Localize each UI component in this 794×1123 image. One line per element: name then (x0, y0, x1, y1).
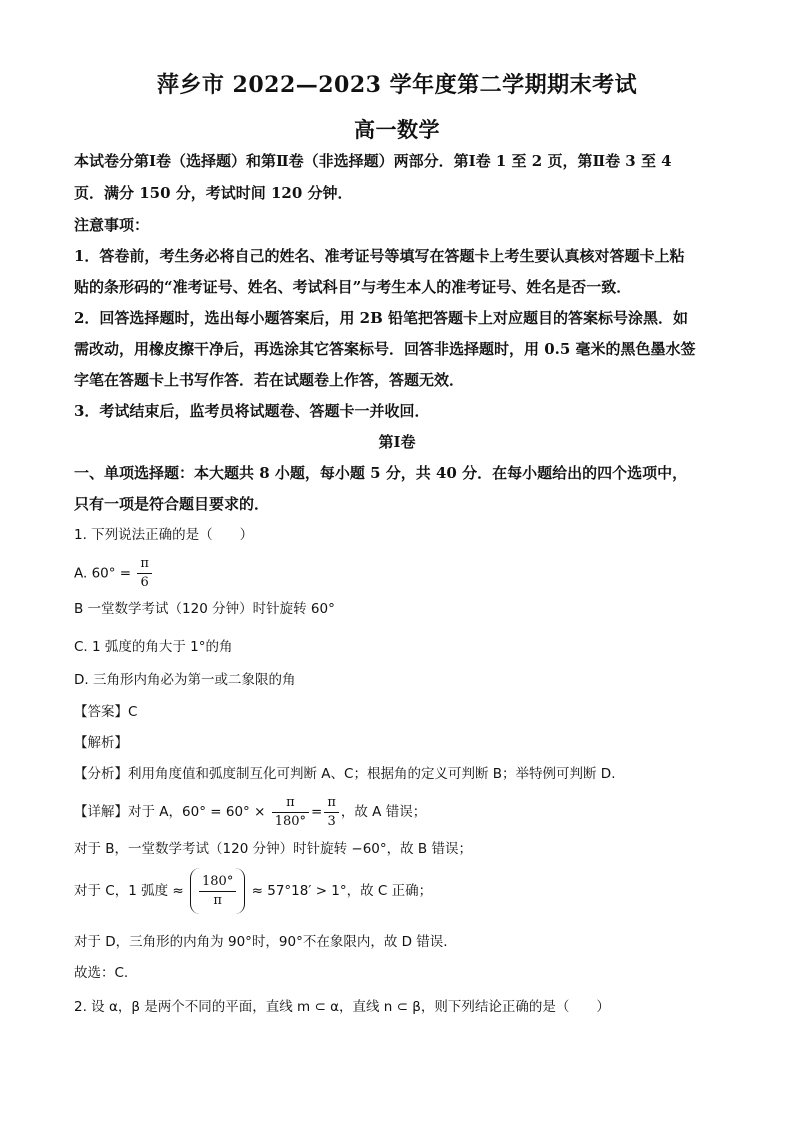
detail-a-fraction-1-numerator: π (272, 794, 309, 813)
q1-option-a-numerator: π (137, 555, 152, 574)
intro-line-2: 页．满分 150 分，考试时间 120 分钟． (74, 184, 353, 202)
intro-line-1: 本试卷分第Ⅰ卷（选择题）和第Ⅱ卷（非选择题）两部分．第Ⅰ卷 1 至 2 页，第Ⅱ卷 3 至 4 (74, 152, 672, 170)
detail-a-prefix: 对于 A，60° = 60° × (128, 804, 266, 820)
q1-option-b: B 一堂数学考试（120 分钟）时针旋转 60° (74, 601, 335, 617)
q1-detail-d: 对于 D，三角形的内角为 90°时，90°不在象限内，故 D 错误. (74, 934, 448, 950)
detail-c-numerator: 180° (199, 873, 236, 892)
q1-detail-b: 对于 B，一堂数学考试（120 分钟）时针旋转 −60°，故 B 错误； (74, 841, 472, 857)
q1-stem: 1. 下列说法正确的是（ ） (74, 527, 254, 543)
q1-option-a (74, 555, 734, 595)
note-1-line-2: 贴的条形码的“准考证号、姓名、考试科目”与考生本人的准考证号、姓名是否一致． (74, 278, 632, 296)
detail-a-fraction-2-denominator: 3 (327, 813, 336, 829)
q1-option-c: C. 1 弧度的角大于 1°的角 (74, 639, 233, 655)
q1-option-a-fraction (137, 555, 152, 592)
q1-conclusion: 故选：C. (74, 965, 129, 981)
q1-option-a-prefix: A. 60° = (74, 565, 132, 582)
fenxi-text: 利用角度值和弧度制互化可判断 A、C；根据角的定义可判断 B；举特例可判断 D. (128, 766, 616, 782)
detail-a-suffix: ，故 A 错误； (340, 804, 427, 820)
volume-heading: 第Ⅰ卷 (378, 433, 416, 451)
detail-c-denominator: π (213, 892, 222, 908)
q1-fenxi (74, 763, 734, 785)
answer-value: C (128, 704, 138, 720)
detail-a-fraction-2 (324, 794, 339, 831)
exam-subtitle: 高一数学 (354, 117, 440, 142)
note-1-line-1: 1．答卷前，考生务必将自己的姓名、准考证号等填写在答题卡上考生要认真核对答题卡上粘 (74, 247, 685, 265)
detail-a-fraction-2-numerator: π (324, 794, 339, 813)
detail-tag: 【详解】 (74, 804, 128, 820)
detail-c-prefix: 对于 C，1 弧度 ≈ (74, 883, 184, 899)
analysis-tag: 【解析】 (74, 735, 128, 751)
q1-option-a-denominator: 6 (140, 575, 149, 590)
detail-a-fraction-1-denominator: 180° (274, 813, 307, 829)
note-2-line-3: 字笔在答题卡上书写作答．若在试题卷上作答，答题无效． (74, 371, 465, 389)
detail-c-suffix: ≈ 57°18′ > 1°，故 C 正确； (251, 883, 433, 899)
note-3: 3．考试结束后，监考员将试题卷、答题卡一并收回． (74, 402, 430, 420)
exam-title: 萍乡市 2022—2023 学年度第二学期期末考试 (156, 72, 638, 98)
answer-tag: 【答案】 (74, 704, 128, 720)
q1-detail-a (74, 792, 734, 834)
q1-detail-c (74, 868, 734, 918)
fenxi-tag: 【分析】 (74, 766, 128, 782)
q2-stem: 2. 设 α，β 是两个不同的平面，直线 m ⊂ α，直线 n ⊂ β，则下列结论正确的是（ ） (74, 999, 610, 1015)
q1-answer (74, 701, 734, 723)
detail-a-fraction-1 (272, 794, 309, 831)
note-2-line-2: 需改动，用橡皮擦干净后，再选涂其它答案标号．回答非选择题时，用 0.5 毫米的黑色墨水签 (74, 340, 696, 358)
detail-c-fraction (199, 873, 236, 910)
detail-c-parenthesis (190, 868, 245, 914)
notes-heading: 注意事项： (74, 216, 150, 234)
section-heading-line-2: 只有一项是符合题目要求的． (74, 495, 270, 513)
note-2-line-1: 2．回答选择题时，选出每小题答案后，用 2B 铅笔把答题卡上对应题目的答案标号涂黑．如 (74, 309, 689, 327)
q1-option-d: D. 三角形内角必为第一或二象限的角 (74, 672, 296, 688)
section-heading-line-1: 一、单项选择题：本大题共 8 小题，每小题 5 分，共 40 分．在每小题给出的四个选项中， (74, 464, 688, 482)
detail-a-equals: = (311, 804, 323, 820)
